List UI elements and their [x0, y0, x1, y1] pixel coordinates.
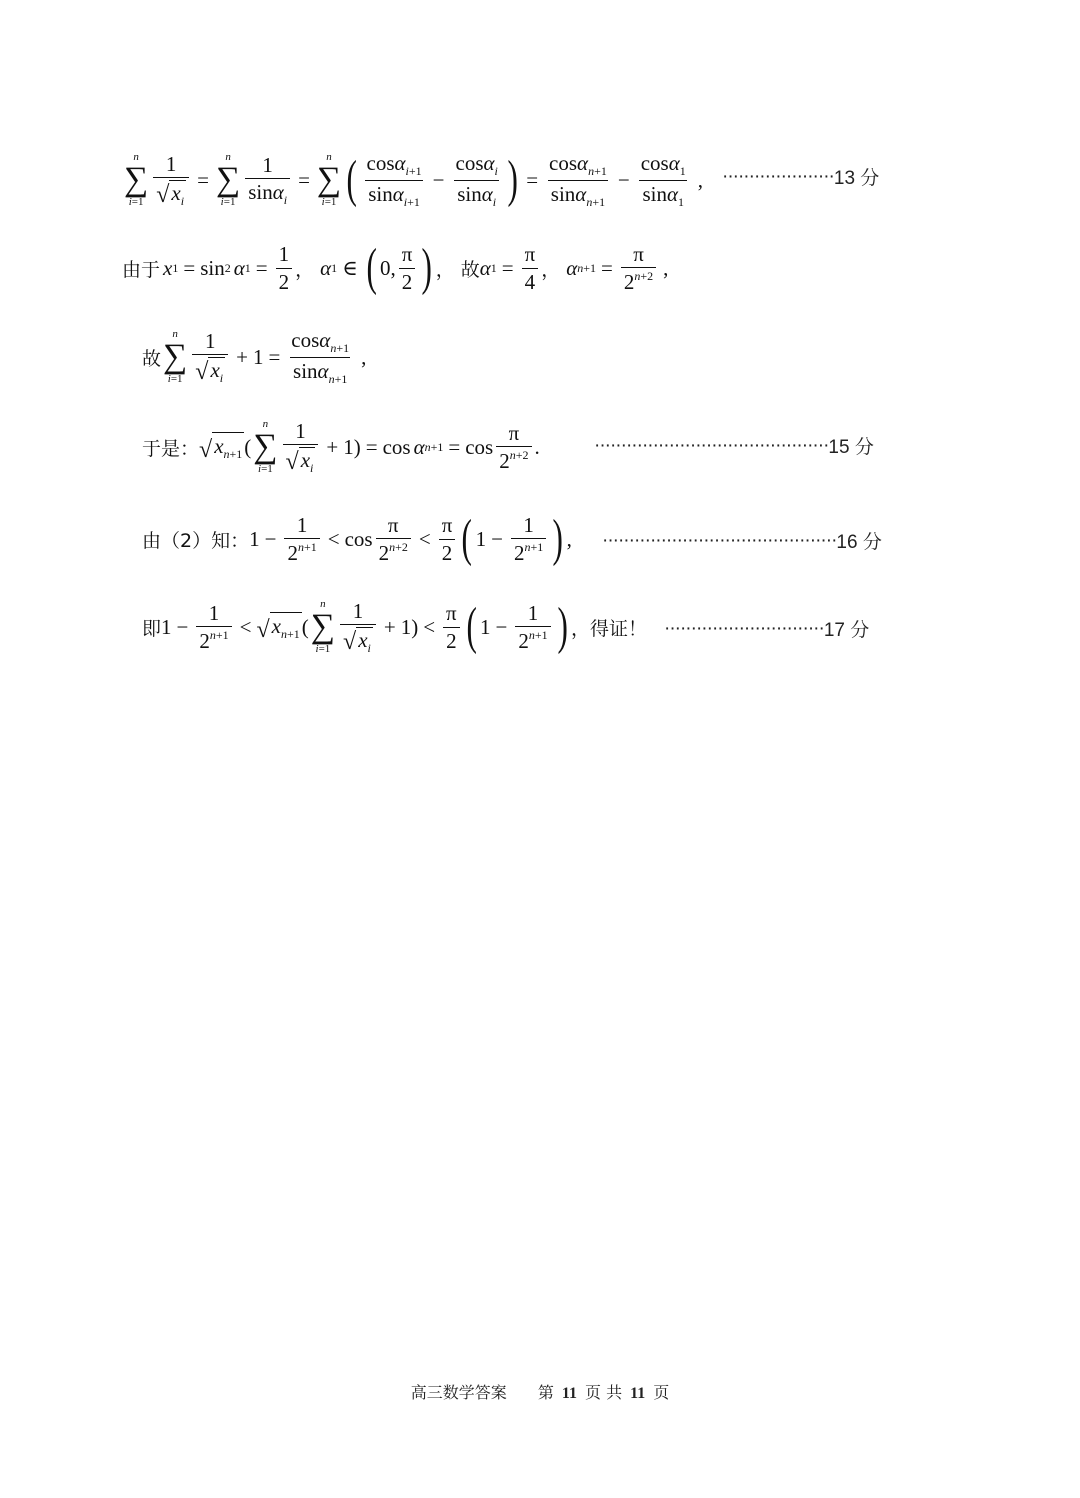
- fraction: $\frac{\pi}{2}$: [399, 243, 416, 292]
- score-leader-15: ············································ 15 分: [594, 432, 874, 459]
- fraction: $\frac{1}{2^{n+1}}$: [511, 514, 546, 564]
- sum-symbol: n ∑ i=1: [215, 151, 241, 208]
- sum-symbol: n ∑ i=1: [310, 598, 336, 655]
- text-ie: 即: [142, 617, 162, 640]
- fraction: 1 √ $x_i$: [153, 153, 189, 208]
- footer-title: 高三数学答案: [410, 1383, 507, 1402]
- page-footer: [0, 1380, 1080, 1403]
- score-mark: 15 分: [828, 437, 874, 458]
- fraction: $\frac{\pi}{4}$: [522, 243, 539, 292]
- footer-page-prefix: 第: [537, 1383, 554, 1402]
- fraction: $\frac{\pi}{2^{n+2}}$: [496, 422, 531, 472]
- sum-symbol: n ∑ i=1: [253, 418, 278, 475]
- score-leader-17: ······························ 17 分: [664, 615, 869, 642]
- fraction: $\frac{1}{2^{n+1}}$: [196, 602, 231, 652]
- fraction: $\frac{1}{2}$: [276, 243, 293, 292]
- fraction: $\frac{\cos\alpha_1}{\sin\alpha_1}$: [640, 150, 686, 209]
- footer-total-pages: 11: [630, 1385, 646, 1402]
- formula-line-1: n ∑ i=1 1 √ $x_i$ = n ∑ i=1 $\frac{1}{\sin\alpha_i}$ = n ∑ i=1 ( $\frac{\cos\alpha_{i+1}}{\sin\alpha_{i+1}}$ − $\frac{\cos\alpha_i}{\sin\alpha_i}$ ) = $\frac{\cos\alpha_{n+1}}{\sin\alpha_{n+1}}$ − $\frac{\cos\alpha_1}{\sin\alpha_1}$ ,: [124, 150, 703, 209]
- score-mark: 16 分: [836, 532, 882, 553]
- fraction: 1 √ $x_i$: [192, 330, 228, 385]
- fraction: $\frac{\pi}{2^{n+2}}$: [376, 514, 411, 564]
- fraction: $\frac{\pi}{2}$: [439, 514, 456, 563]
- fraction: $\frac{\cos\alpha_{i+1}}{\sin\alpha_{i+1}}$: [366, 150, 422, 209]
- text-from2: 由（2）知：: [142, 529, 250, 552]
- formula-line-4: 于是： √ $x_{n+1}$ ( n ∑ i=1 1 √ $x_i$ + 1) = cos α n +1 = cos $\frac{\pi}{2^{n+2}}$ .: [142, 418, 540, 476]
- fraction: 1 √ $x_i$: [283, 420, 319, 475]
- text-since: 由于: [122, 258, 161, 281]
- fraction: $\frac{\cos\alpha_{n+1}}{\sin\alpha_{n+1}}$: [549, 150, 607, 209]
- sum-symbol: n ∑ i=1: [163, 328, 188, 385]
- fraction: $\frac{1}{2^{n+1}}$: [515, 602, 550, 652]
- score-leader-16: ············································ 16 分: [602, 527, 882, 554]
- formula-line-6: 即 1 − $\frac{1}{2^{n+1}}$ < √ $x_{n+1}$ ( n ∑ i=1 1 √ $x_i$ + 1) < $\frac{\pi}{2}$ ( 1 − $\frac{1}{2^{n+1}}$ ) ，得证！: [142, 598, 647, 656]
- score-mark: 13 分: [833, 168, 880, 189]
- formula-line-5: 由（2）知： 1 − $\frac{1}{2^{n+1}}$ < cos $\frac{\pi}{2^{n+2}}$ < $\frac{\pi}{2}$ ( 1 − $\frac{1}{2^{n+1}}$ ) ,: [142, 510, 572, 567]
- sum-symbol: n ∑ i=1: [316, 151, 342, 208]
- score-leader-13: ····················· 13 分: [722, 163, 879, 190]
- score-mark: 17 分: [823, 620, 870, 641]
- sum-symbol: n ∑ i=1: [124, 151, 149, 208]
- fraction: $\frac{\cos\alpha_i}{\sin\alpha_i}$: [455, 150, 498, 209]
- text-therefore: 故: [460, 258, 480, 281]
- fraction: 1 √ $x_i$: [340, 600, 376, 655]
- text-proved: ，得证！: [570, 617, 647, 640]
- formula-line-3: 故 n ∑ i=1 1 √ $x_i$ + 1 = $\frac{\cos\alpha_{n+1}}{\sin\alpha_{n+1}}$ ,: [142, 327, 367, 386]
- footer-page-mid: 页 共: [585, 1383, 623, 1402]
- fraction: $\frac{\cos\alpha_{n+1}}{\sin\alpha_{n+1}}$: [291, 327, 350, 386]
- footer-page-suffix: 页: [653, 1383, 670, 1402]
- fraction: $\frac{\pi}{2^{n+2}}$: [621, 243, 656, 293]
- formula-line-2: 由于 x 1 = sin 2 α 1 = $\frac{1}{2}$ ， α 1 ∈ ( 0, $\frac{\pi}{2}$ ) ， 故 α 1 = $\frac{\pi}{4}$ ， α n +1 = $\frac{\pi}{2^{n+2}}$ ,: [122, 239, 669, 296]
- fraction: $\frac{1}{2^{n+1}}$: [284, 514, 319, 564]
- text-therefore: 故: [142, 347, 162, 370]
- fraction: $\frac{1}{\sin\alpha_i}$: [245, 154, 290, 207]
- text-thus: 于是：: [142, 437, 200, 460]
- fraction: $\frac{\pi}{2}$: [443, 602, 460, 651]
- footer-page-number: 11: [561, 1385, 577, 1402]
